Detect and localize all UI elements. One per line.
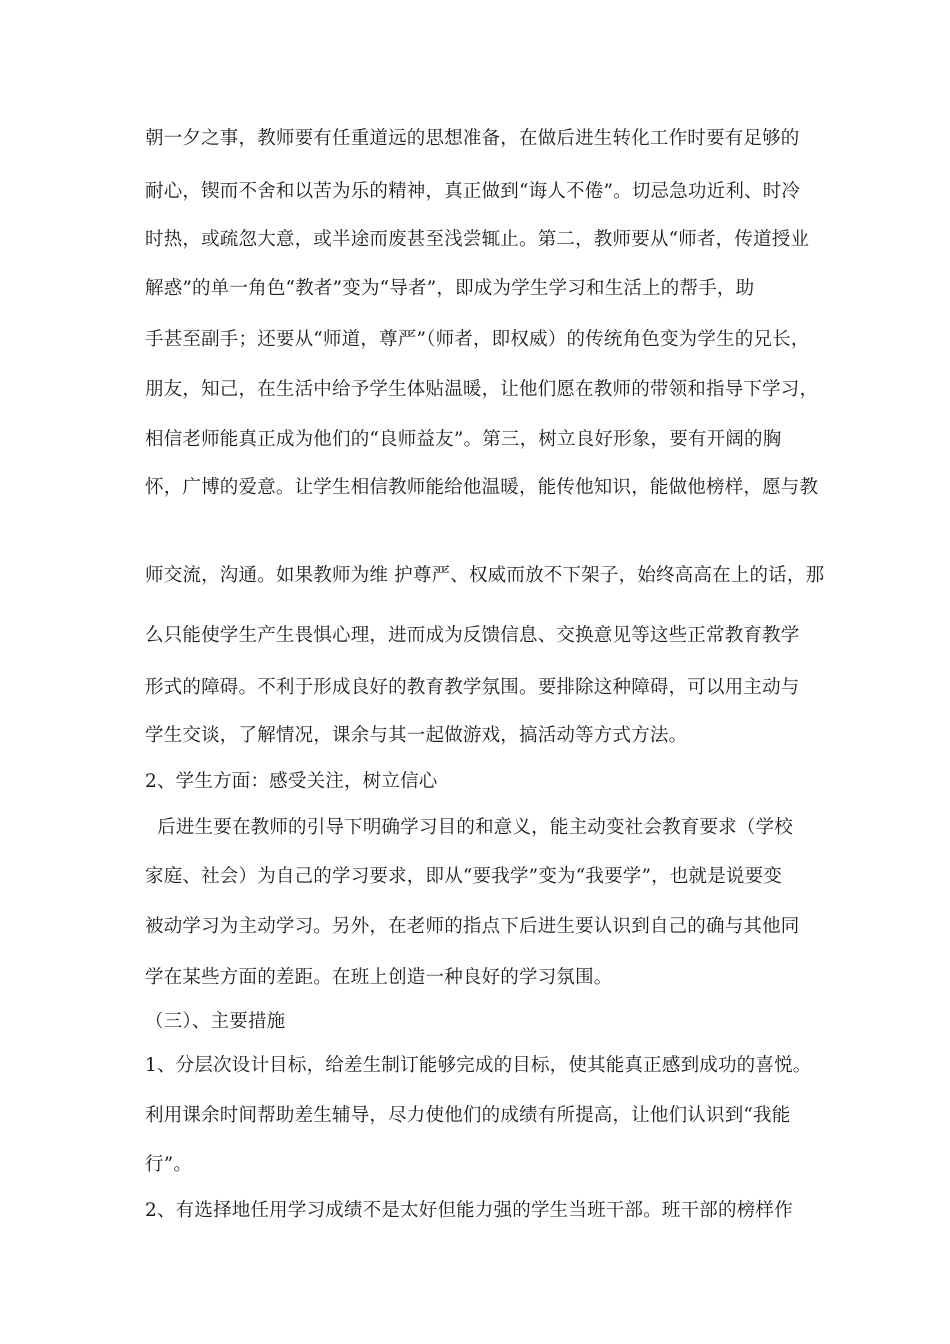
paragraph-line: 手甚至副手；还要从“师道，尊严”（师者，即权威）的传统角色变为学生的兄长， (145, 329, 810, 350)
paragraph-line: 么只能使学生产生畏惧心理，进而成为反馈信息、交换意见等这些正常教育教学 (145, 625, 800, 646)
paragraph-line: 形式的障碍。不利于形成良好的教育教学氛围。要排除这种障碍，可以用主动与 (145, 677, 800, 698)
paragraph-line: 1、分层次设计目标，给差生制订能够完成的目标，使其能真正感到成功的喜悦。 (145, 1055, 812, 1076)
paragraph-line: 相信老师能真正成为他们的“良师益友”。第三，树立良好形象，要有开阔的胸 (145, 429, 782, 450)
paragraph-line: 师交流，沟通。如果教师为维 护尊严、权威而放不下架子，始终高高在上的话，那 (145, 565, 825, 586)
paragraph-line: 被动学习为主动学习。另外，在老师的指点下后进生要认识到自己的确与其他同 (145, 916, 800, 937)
paragraph-line: 时热，或疏忽大意，或半途而废甚至浅尝辄止。第二，教师要从“师者，传道授业 (145, 229, 810, 250)
paragraph-line: 家庭、社会）为自己的学习要求，即从“要我学”变为“我要学”，也就是说要变 (145, 866, 783, 887)
paragraph-line: 学生交谈，了解情况，课余与其一起做游戏，搞活动等方式方法。 (145, 725, 688, 746)
paragraph-line: 朋友，知己，在生活中给予学生体贴温暖，让他们愿在教师的带领和指导下学习， (145, 379, 819, 400)
section-heading: （三）、主要措施 (145, 1011, 286, 1032)
paragraph-line: 后进生要在教师的引导下明确学习目的和意义，能主动变社会教育要求（学校 (145, 817, 793, 838)
paragraph-line: 2、有选择地任用学习成绩不是太好但能力强的学生当班干部。班干部的榜样作 (145, 1200, 793, 1221)
paragraph-line: 利用课余时间帮助差生辅导，尽力使他们的成绩有所提高，让他们认识到“我能 (145, 1105, 791, 1126)
paragraph-line: 学在某些方面的差距。在班上创造一种良好的学习氛围。 (145, 967, 613, 988)
paragraph-line: 解惑”的单一角色“教者”变为“导者”，即成为学生学习和生活上的帮手，助 (145, 278, 755, 299)
paragraph-line: 耐心，锲而不舍和以苦为乐的精神，真正做到“诲人不倦”。切忌急功近利、时冷 (145, 181, 801, 202)
paragraph-line: 朝一夕之事，教师要有任重道远的思想准备，在做后进生转化工作时要有足够的 (145, 128, 800, 149)
section-heading: 2、学生方面：感受关注，树立信心 (145, 771, 438, 792)
paragraph-line: 怀，广博的爱意。让学生相信教师能给他温暖，能传他知识，能做他榜样，愿与教 (145, 477, 819, 498)
paragraph-line: 行”。 (145, 1154, 193, 1175)
